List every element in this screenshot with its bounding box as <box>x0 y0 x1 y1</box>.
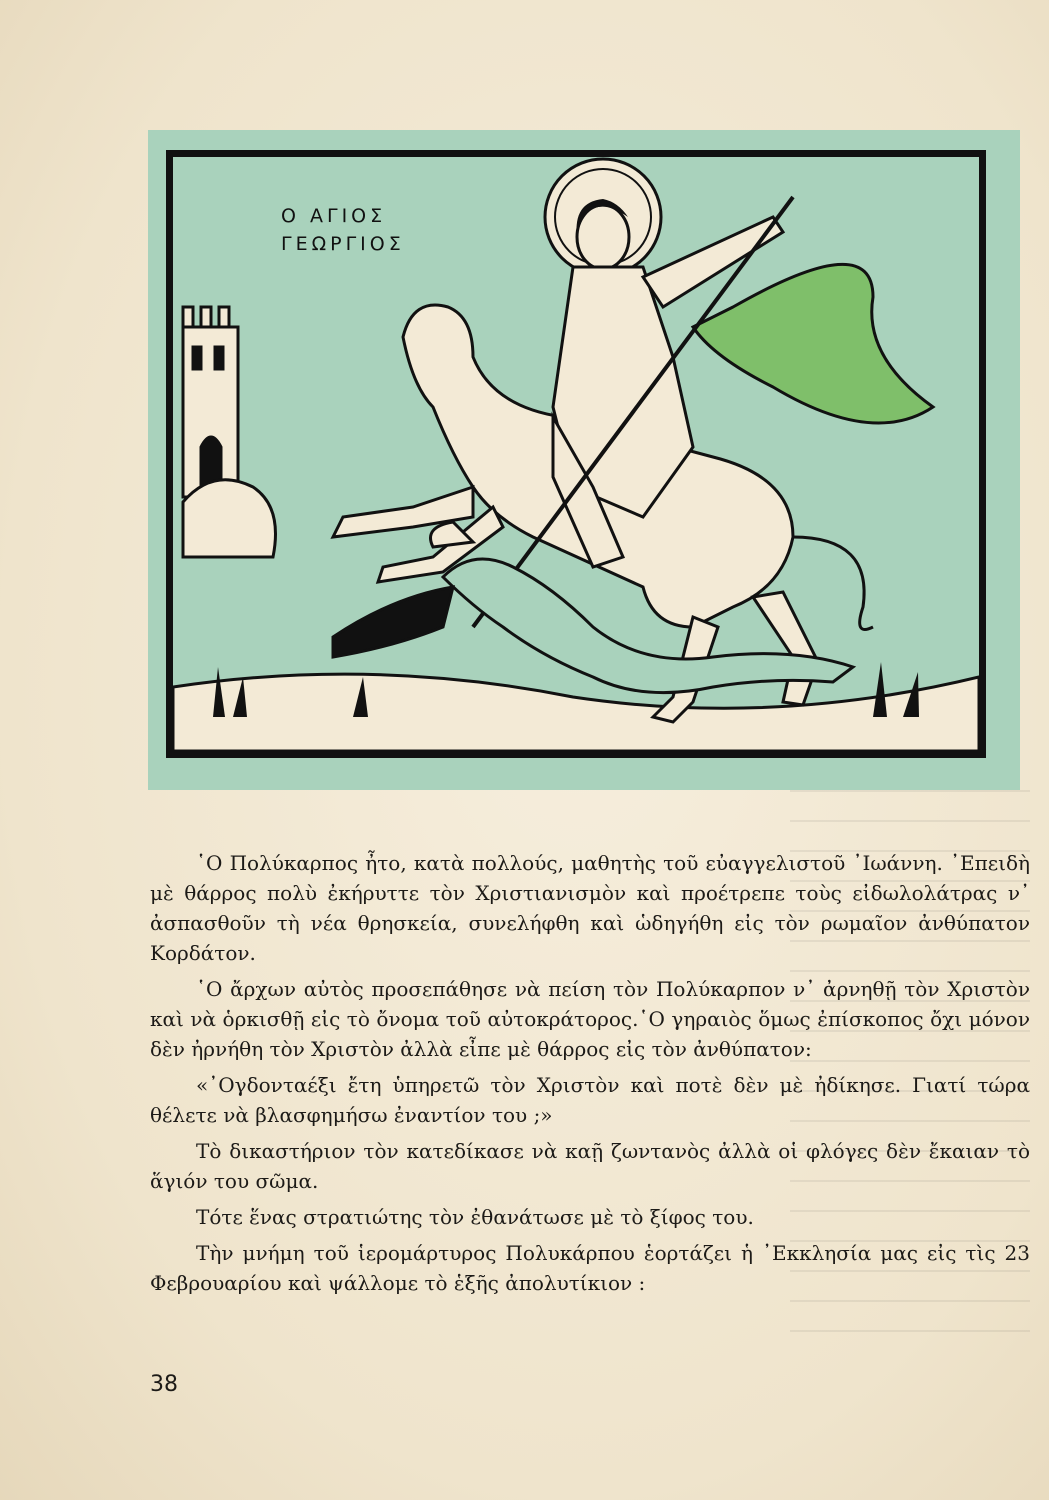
paragraph-2: ῾Ο ἄρχων αὐτὸς προσεπάθησε νὰ πείση τὸν Πολύκαρπον ν᾿ ἀρνηθῇ τὸν Χριστὸν καὶ νὰ ὁρκισθῇ εἰς τὸ ὄνομα τοῦ αὐτοκράτορος.῾Ο γηραιὸς ὅμως ἐπίσκοπος ὄχι μόνον δὲν ἠρνήθη τὸν Χριστὸν ἀλλὰ εἶπε μὲ θάρρος εἰς τὸν ἀνθύπατον: <box>150 977 1030 1061</box>
paragraph-6: Τὴν μνήμη τοῦ ἱερομάρτυρος Πολυκάρπου ἑορτάζει ἡ ᾿Εκκλησία μας εἰς τὶς 23 Φεβρουαρίου καὶ ψάλλομε τὸ ἑξῆς ἀπολυτίκιον : <box>150 1241 1030 1295</box>
cloak-drawing <box>693 264 933 423</box>
paragraph-5: Τότε ἕνας στρατιώτης τὸν ἐθανάτωσε μὲ τὸ ξίφος του. <box>196 1205 754 1229</box>
tower-drawing <box>183 307 238 497</box>
caption-line-1: Ο ΑΓΙΟΣ <box>281 205 387 227</box>
paragraph-4: Τὸ δικαστήριον τὸν κατεδίκασε νὰ καῇ ζωντανὸς ἀλλὰ οἱ φλόγες δὲν ἔκαιαν τὸ ἅγιόν του σῶμα. <box>150 1139 1030 1193</box>
body-text <box>150 848 1030 1304</box>
icon-illustration-saint-george <box>148 130 1020 790</box>
caption-line-2: ΓΕΩΡΓΙΟΣ <box>281 233 405 255</box>
page-number: 38 <box>150 1372 178 1397</box>
saint-george-dragon-drawing <box>173 157 979 751</box>
paragraph-3-quote: «᾿Ογδονταέξι ἔτη ὑπηρετῶ τὸν Χριστὸν καὶ ποτὲ δὲν μὲ ἠδίκησε. Γιατί τώρα θέλετε νὰ βλασφημήσω ἐναντίον του ;» <box>150 1073 1030 1127</box>
paragraph-1: ῾Ο Πολύκαρπος ἦτο, κατὰ πολλούς, μαθητὴς τοῦ εὐαγγελιστοῦ ᾿Ιωάννη. ᾿Επειδὴ μὲ θάρρος πολὺ ἐκήρυττε τὸν Χριστιανισμὸν καὶ προέτρεπε τοὺς εἰδωλολάτρας ν᾿ ἀσπασθοῦν τὴ νέα θρησκεία, συνελήφθη καὶ ὡδηγήθη εἰς τὸν ρωμαῖον ἀνθύπατον Κορδάτον. <box>150 851 1030 965</box>
illustration-frame <box>166 150 986 758</box>
